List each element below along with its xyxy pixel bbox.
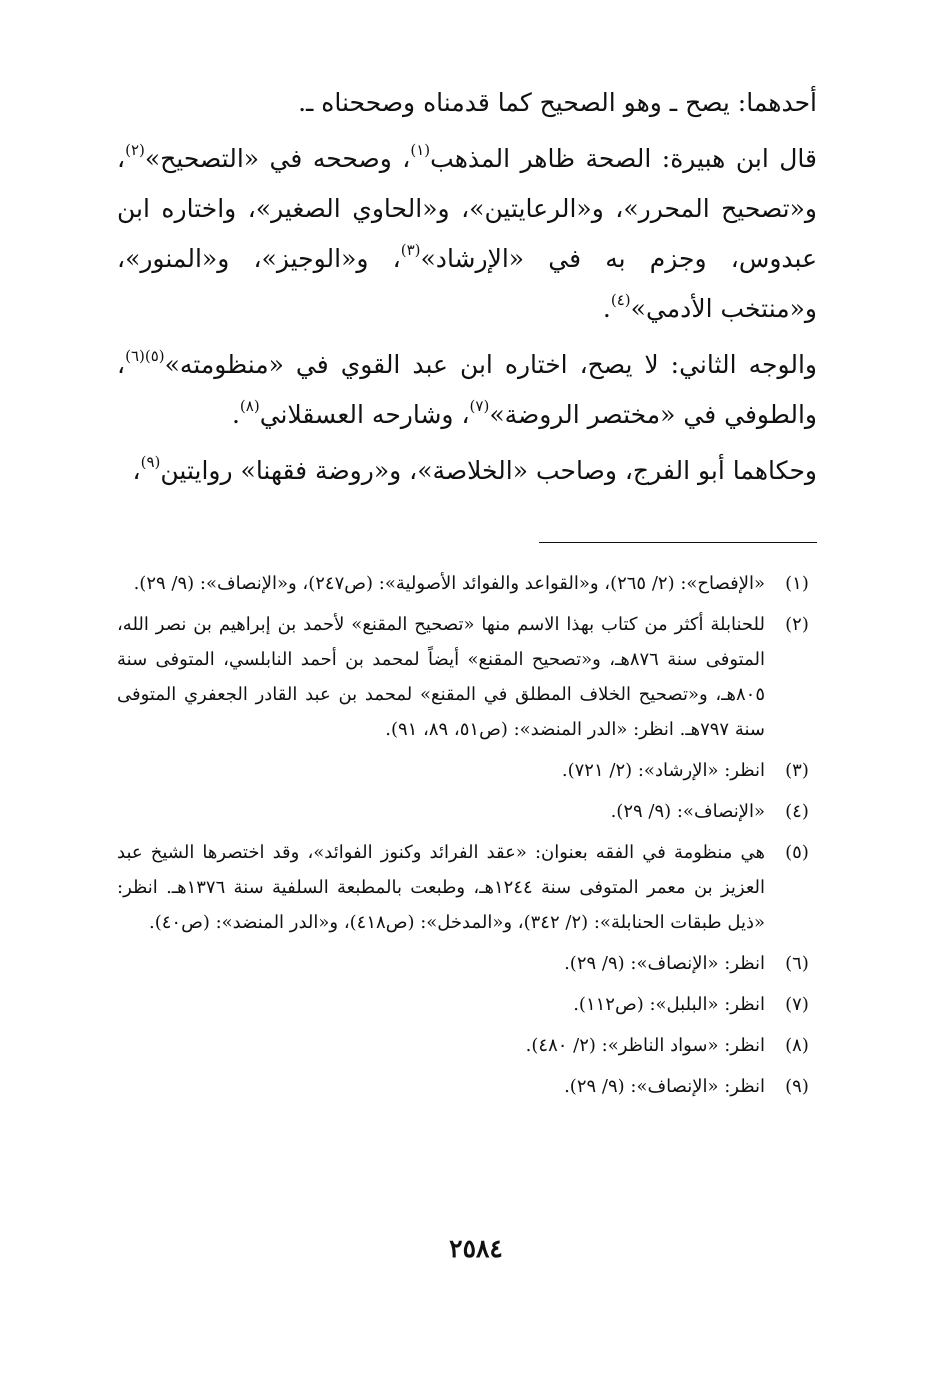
footnote-number: (٦): [785, 953, 809, 974]
footnote-text: «الإنصاف»: (٩/ ٢٩).: [610, 801, 765, 822]
footnote-item: [117, 835, 817, 940]
footnote-number: (٨): [785, 1035, 809, 1056]
main-text-block: [117, 78, 817, 502]
footnote-ref-2[interactable]: (٢): [125, 141, 145, 159]
footnote-number: (٥): [785, 842, 809, 863]
footnote-item: [117, 946, 817, 981]
paragraph-4-part-a: وحكاهما أبو الفرج، وصاحب «الخلاصة»، و«روضة فقهنا» روايتين: [160, 456, 817, 485]
footnote-separator: [539, 542, 817, 543]
paragraph-3-part-c: ، وشارحه العسقلاني: [259, 400, 470, 429]
paragraph-2-part-b: ، وصححه في «التصحيح»: [144, 144, 411, 173]
footnote-number: (٩): [785, 1076, 809, 1097]
footnote-number: (١): [785, 573, 809, 594]
paragraph-3: [117, 340, 817, 440]
footnote-item: [117, 566, 817, 601]
footnote-ref-9[interactable]: (٩): [140, 453, 161, 471]
footnote-ref-5-6[interactable]: (٥)(٦): [125, 347, 165, 365]
footnote-item: [117, 607, 817, 747]
footnote-text: انظر: «الإنصاف»: (٩/ ٢٩).: [564, 1076, 765, 1097]
paragraph-4-part-b: ،: [132, 456, 141, 485]
footnote-text: للحنابلة أكثر من كتاب بهذا الاسم منها «تصحيح المقنع» لأحمد بن إبراهيم بن نصر الله، المتوفى سنة ٨٧٦هـ، و«تصحيح المقنع» أيضاً لمحمد بن أحمد النابلسي، المتوفى سنة ٨٠٥هـ، و«تصحيح الخلاف المطلق في المقنع» لمحمد بن عبد القادر الجعفري المتوفى سنة ٧٩٧هـ. انظر: «الدر المنضد»: (ص٥١، ٨٩، ٩١).: [117, 614, 765, 740]
footnote-item: [117, 753, 817, 788]
paragraph-3-part-b: ، والطوفي في «مختصر الروضة»: [117, 350, 817, 429]
footnote-number: (٣): [785, 760, 809, 781]
paragraph-2: [117, 134, 817, 334]
footnote-text: انظر: «الإنصاف»: (٩/ ٢٩).: [564, 953, 765, 974]
paragraph-2-part-a: قال ابن هبيرة: الصحة ظاهر المذهب: [430, 144, 818, 173]
footnote-ref-7[interactable]: (٧): [469, 397, 490, 415]
paragraph-1: أحدهما: يصح ـ وهو الصحيح كما قدمناه وصححناه ـ.: [298, 88, 817, 117]
footnote-ref-4[interactable]: (٤): [610, 291, 631, 309]
footnote-number: (٤): [785, 801, 809, 822]
footnote-text: انظر: «البلبل»: (ص١١٢).: [573, 994, 765, 1015]
footnote-number: (٧): [785, 994, 809, 1015]
footnote-item: [117, 1028, 817, 1063]
footnotes-list: [117, 566, 817, 1110]
paragraph-3-part-a: والوجه الثاني: لا يصح، اختاره ابن عبد القوي في «منظومته»: [164, 350, 817, 379]
footnote-text: «الإفصاح»: (٢/ ٢٦٥)، و«القواعد والفوائد الأصولية»: (ص٢٤٧)، و«الإنصاف»: (٩/ ٢٩).: [133, 573, 765, 594]
paragraph-4: [117, 446, 817, 496]
footnote-item: [117, 987, 817, 1022]
paragraph-3-part-d: .: [231, 400, 240, 429]
paragraph-2-part-e: .: [602, 294, 611, 323]
footnote-item: [117, 794, 817, 829]
footnote-ref-3[interactable]: (٣): [400, 241, 421, 259]
page-number: ٢٥٨٤: [449, 1234, 503, 1263]
footnote-item: [117, 1069, 817, 1104]
footnote-number: (٢): [785, 614, 809, 635]
footnote-text: انظر: «سواد الناظر»: (٢/ ٤٨٠).: [525, 1035, 765, 1056]
footnote-ref-1[interactable]: (١): [410, 141, 431, 159]
footnote-ref-8[interactable]: (٨): [239, 397, 260, 415]
paragraph-2-part-c: ، و«تصحيح المحرر»، و«الرعايتين»، و«الحاوي الصغير»، واختاره ابن عبدوس، وجزم به في «الإرشاد»: [117, 144, 818, 273]
footnote-text: هي منظومة في الفقه بعنوان: «عقد الفرائد وكنوز الفوائد»، وقد اختصرها الشيخ عبد العزيز بن معمر المتوفى سنة ١٢٤٤هـ، وطبعت بالمطبعة السلفية سنة ١٣٧٦هـ. انظر: «ذيل طبقات الحنابلة»: (٢/ ٣٤٢)، و«المدخل»: (ص٤١٨)، و«الدر المنضد»: (ص٤٠).: [117, 842, 766, 933]
footnote-text: انظر: «الإرشاد»: (٢/ ٧٢١).: [561, 760, 765, 781]
paragraph-2-part-d: ، و«الوجيز»، و«المنور»، و«منتخب الأدمي»: [117, 244, 817, 323]
